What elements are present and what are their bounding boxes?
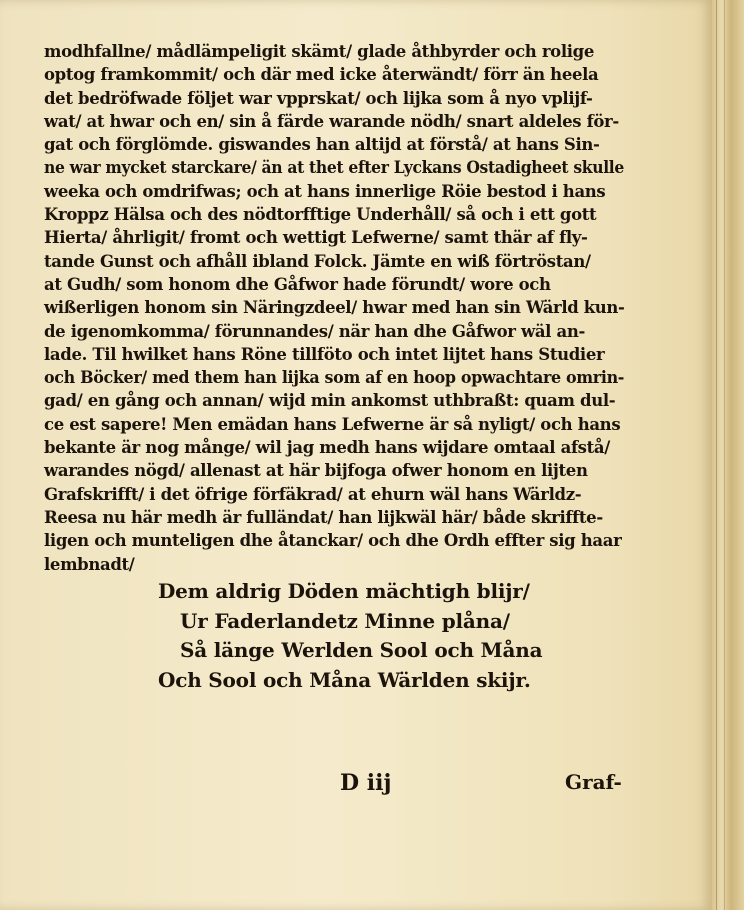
text-line: modhfallne/ mådlämpeligit skämt/ glade åthbyrder och rolige	[44, 42, 594, 61]
text-line: och Böcker/ med them han lijka som af en hoop opwachtare omrin-	[44, 368, 625, 388]
text-line: Kroppz Hälsa och des nödtorfftige Underhåll/ så och i ett gott	[44, 205, 597, 225]
verse-line: Dem aldrig Döden mächtigh blijr/	[158, 579, 530, 603]
text-line: weeka och omdrifwas; och at hans innerlige Röie bestod i hans	[44, 181, 606, 201]
text-line: optog framkommit/ och där med icke återwändt/ förr än heela	[44, 65, 599, 85]
text-line: Hierta/ åhrligit/ fromt och wettigt Lefwerne/ samt thär af fly-	[44, 228, 588, 248]
text-line: lade. Til hwilket hans Röne tillföto och intet lijtet hans Studier	[44, 344, 605, 364]
text-line: lembnadt/	[44, 554, 135, 574]
text-line: ligen och munteligen dhe åtanckar/ och dhe Ordh effter sig haar	[44, 531, 622, 551]
text-line: de igenomkomma/ förunnandes/ när han dhe Gåfwor wäl an-	[44, 321, 585, 341]
verse-line: Så länge Werlden Sool och Måna	[180, 638, 543, 662]
text-line: gad/ en gång och annan/ wijd min ankomst uthbraßt: quam dul-	[44, 391, 616, 411]
text-line: bekante är nog månge/ wil jag medh hans wijdare omtaal afstå/	[44, 438, 610, 458]
catchword: Graf-	[565, 770, 622, 794]
text-line: ce est sapere! Men emädan hans Lefwerne är så nyligt/ och hans	[44, 414, 621, 434]
text-line: wißerligen honom sin Näringzdeel/ hwar med han sin Wärld kun-	[44, 298, 625, 318]
verse-line: Och Sool och Måna Wärlden skijr.	[158, 667, 531, 692]
text-line: gat och förglömde. giswandes han altijd at förstå/ at hans Sin-	[44, 135, 600, 155]
text-line: tande Gunst och afhåll ibland Folck. Jämte en wiß förtröstan/	[44, 251, 591, 271]
body-text	[44, 40, 624, 576]
epitaph-verse	[158, 577, 542, 695]
text-line: ne war mycket starckare/ än at thet efter Lyckans Ostadigheet skulle	[44, 158, 624, 178]
text-line: at Gudh/ som honom dhe Gåfwor hade förundt/ wore och	[44, 274, 551, 294]
text-line: Grafskrifft/ i det öfrige förfäkrad/ at ehurn wäl hans Wärldz-	[44, 484, 582, 504]
text-line: wat/ at hwar och en/ sin å färde warande nödh/ snart aldeles för-	[44, 111, 619, 131]
verse-line: Ur Faderlandetz Minne plåna/	[180, 608, 510, 633]
signature-mark: D iij	[340, 770, 392, 796]
page-edges	[712, 0, 744, 910]
text-line: Reesa nu här medh är fulländat/ han lijkwäl här/ både skriffte-	[44, 507, 603, 527]
text-line: warandes nögd/ allenast at här bijfoga ofwer honom en lijten	[44, 461, 588, 481]
text-line: det bedröfwade följet war vpprskat/ och lijka som å nyo vplijf-	[44, 88, 593, 108]
